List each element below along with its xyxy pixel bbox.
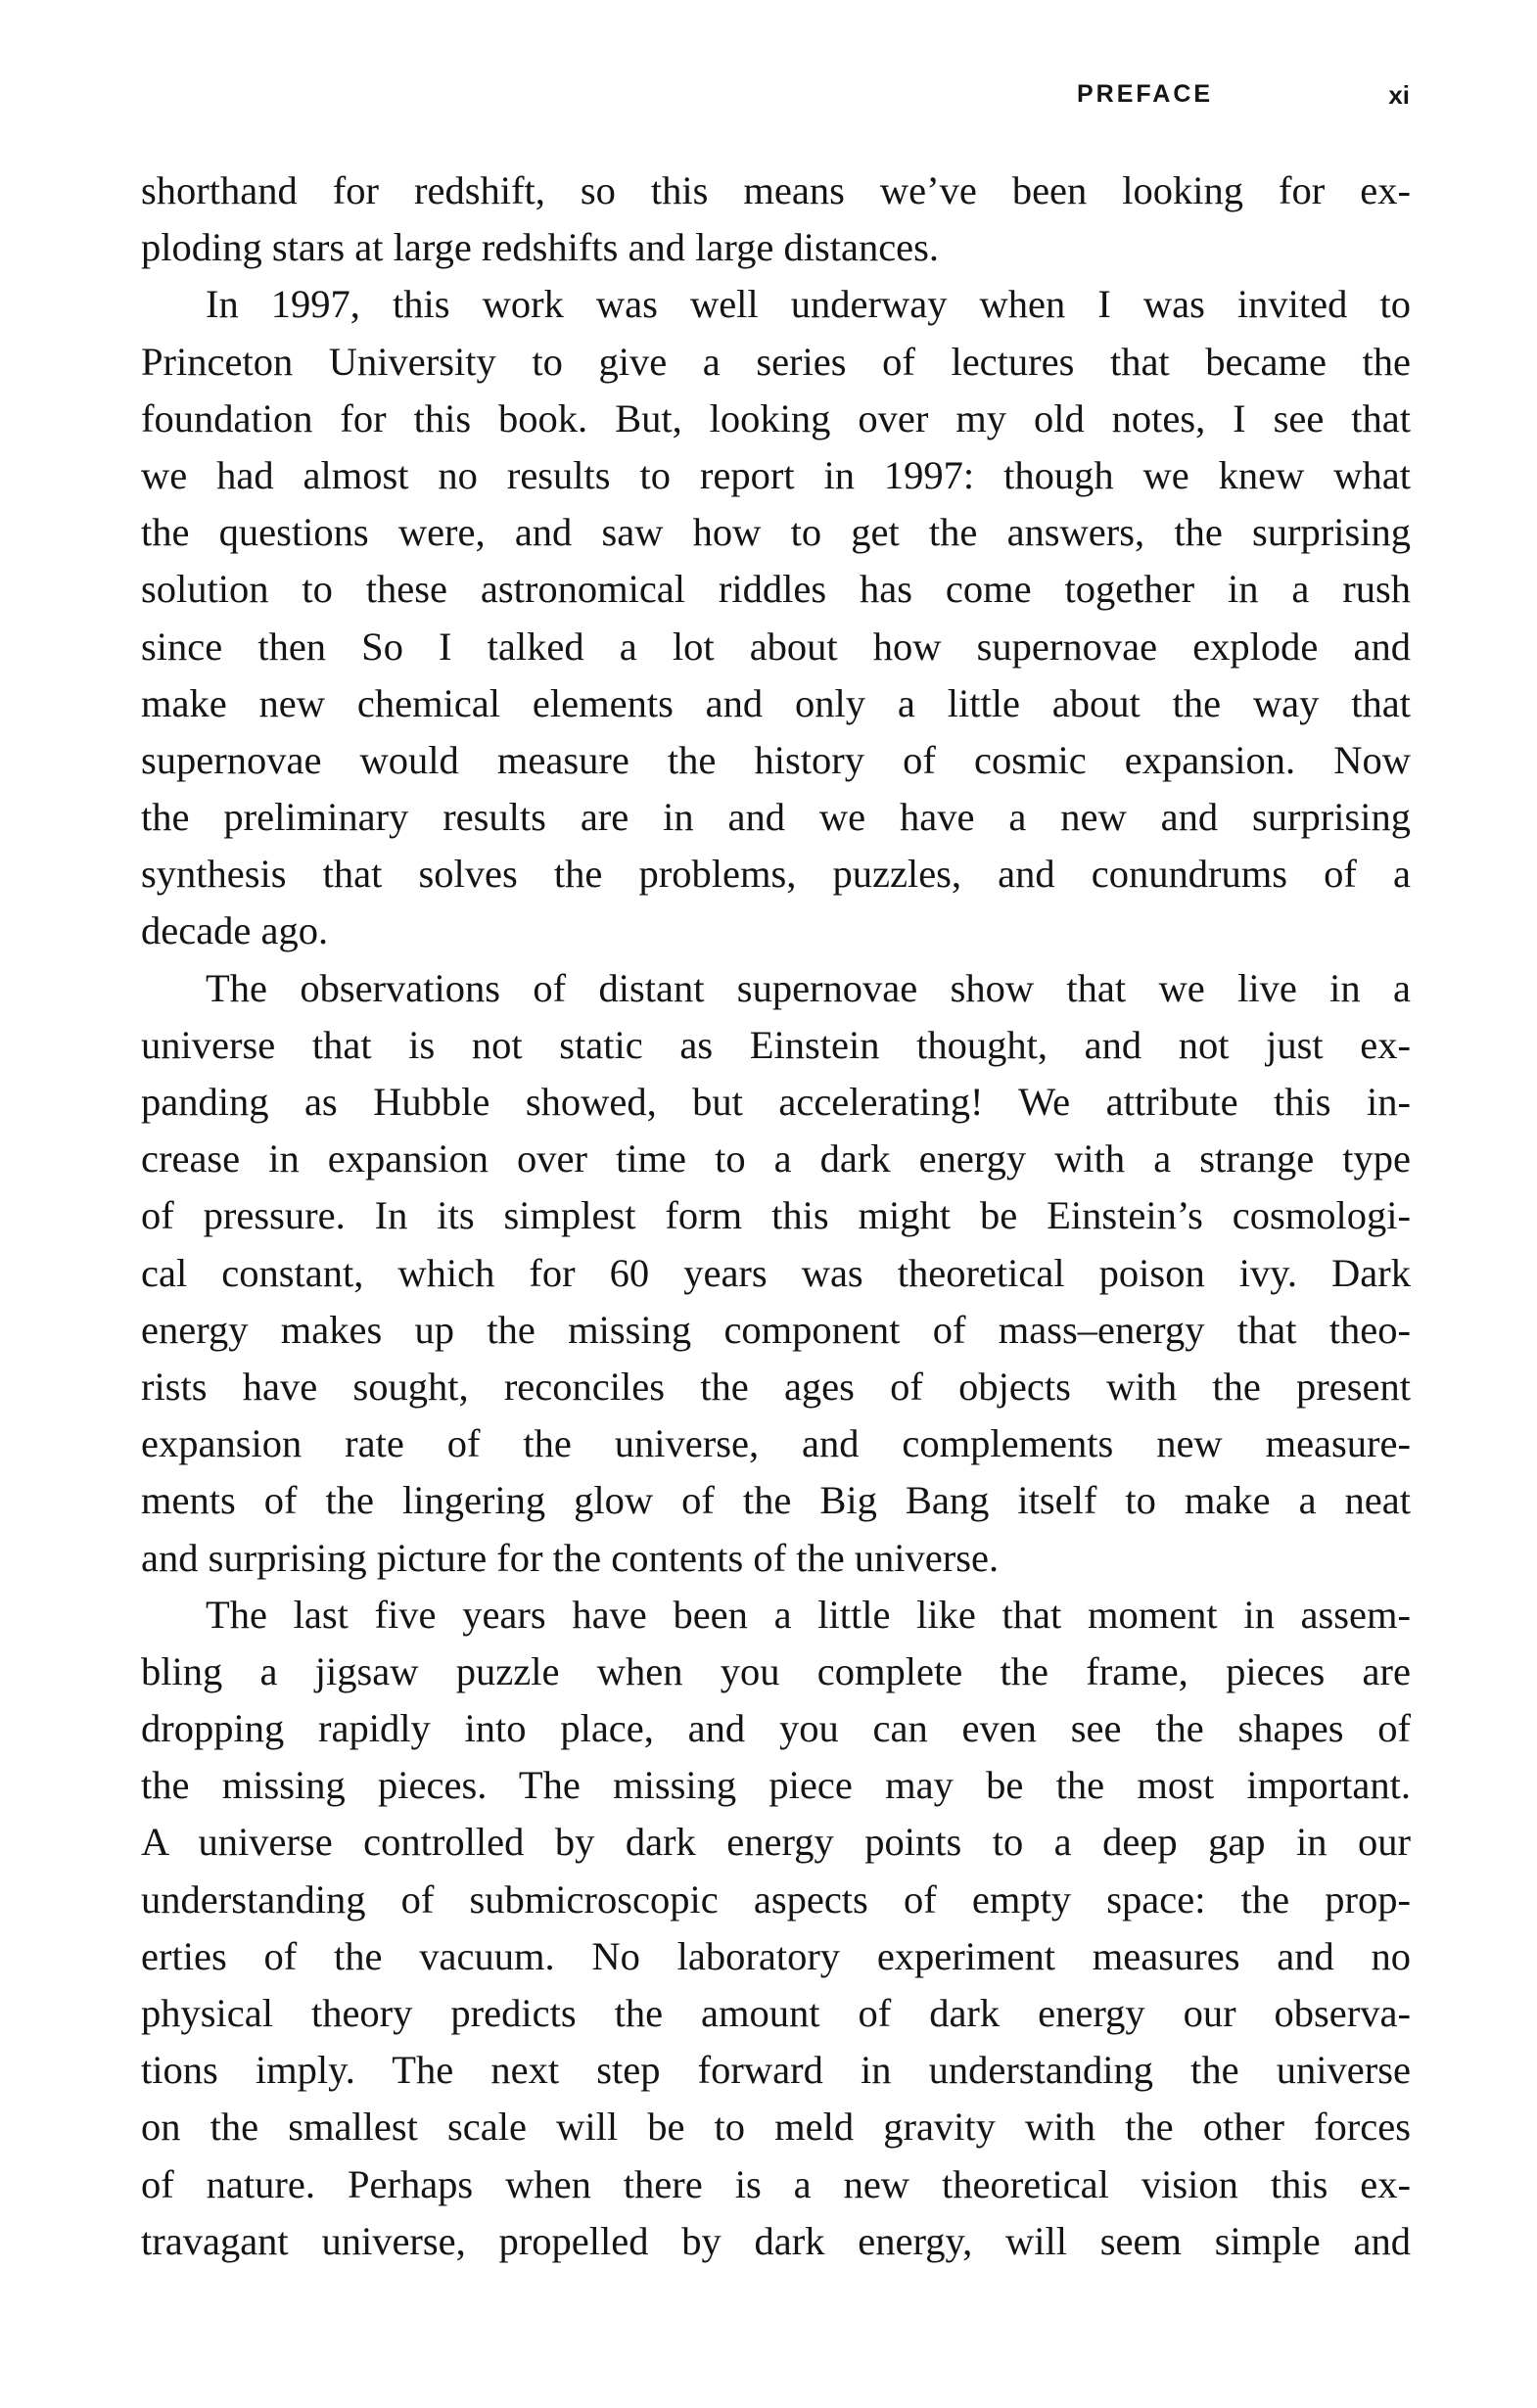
text-line: panding as Hubble showed, but accelerating! We attribute this in-: [141, 1080, 1411, 1124]
text-line: physical theory predicts the amount of dark energy our observa-: [141, 1991, 1411, 2035]
paragraph: [141, 276, 1411, 959]
paragraph: [141, 1587, 1411, 2270]
text-line: rists have sought, reconciles the ages of objects with the present: [141, 1364, 1411, 1409]
text-line: supernovae would measure the history of cosmic expansion. Now: [141, 737, 1411, 782]
text-line: shorthand for redshift, so this means we’ve been looking for ex-: [141, 168, 1411, 212]
text-line: crease in expansion over time to a dark energy with a strange type: [141, 1136, 1411, 1181]
paragraph: [141, 162, 1411, 276]
text-line: travagant universe, propelled by dark energy, will seem simple and: [141, 2218, 1411, 2263]
text-line: of pressure. In its simplest form this might be Einstein’s cosmologi-: [141, 1193, 1411, 1238]
text-line: energy makes up the missing component of mass–energy that theo-: [141, 1307, 1411, 1352]
text-line: since then So I talked a lot about how supernovae explode and: [141, 624, 1411, 669]
text-line: dropping rapidly into place, and you can even see the shapes of: [141, 1706, 1411, 1751]
text-line: understanding of submicroscopic aspects of empty space: the prop-: [141, 1876, 1411, 1922]
text-line: A universe controlled by dark energy points to a deep gap in our: [141, 1820, 1411, 1865]
paragraph: [141, 960, 1411, 1587]
text-line: bling a jigsaw puzzle when you complete the frame, pieces are: [141, 1648, 1411, 1693]
body-text: [141, 162, 1411, 2270]
text-line: make new chemical elements and only a little about the way that: [141, 680, 1411, 725]
text-line: solution to these astronomical riddles has come together in a rush: [141, 567, 1411, 612]
text-line: The last five years have been a little like that moment in assem-: [206, 1592, 1411, 1637]
running-head-title: PREFACE: [1077, 80, 1214, 108]
text-line: we had almost no results to report in 1997: though we knew what: [141, 452, 1411, 497]
text-line: foundation for this book. But, looking over my old notes, I see that: [141, 395, 1411, 440]
text-line: expansion rate of the universe, and complements new measure-: [141, 1421, 1411, 1466]
running-head: [1077, 80, 1410, 119]
text-line: ploding stars at large redshifts and large distances.: [141, 225, 940, 270]
text-line: the missing pieces. The missing piece may be the most important.: [141, 1763, 1411, 1808]
page-number: xi: [1388, 80, 1410, 110]
text-line: tions imply. The next step forward in understanding the universe: [141, 2048, 1411, 2093]
text-line: cal constant, which for 60 years was theoretical poison ivy. Dark: [141, 1250, 1411, 1295]
text-line: Princeton University to give a series of lectures that became the: [141, 339, 1411, 384]
text-line: the preliminary results are in and we have a new and surprising: [141, 795, 1411, 840]
text-line: the questions were, and saw how to get the answers, the surprising: [141, 510, 1411, 555]
text-line: In 1997, this work was well underway when I was invited to: [206, 282, 1411, 327]
text-line: decade ago.: [141, 908, 329, 953]
text-line: on the smallest scale will be to meld gravity with the other forces: [141, 2105, 1411, 2150]
text-line: universe that is not static as Einstein thought, and not just ex-: [141, 1022, 1411, 1067]
text-line: of nature. Perhaps when there is a new theoretical vision this ex-: [141, 2161, 1411, 2206]
text-line: The observations of distant supernovae show that we live in a: [206, 965, 1411, 1010]
text-line: synthesis that solves the problems, puzzles, and conundrums of a: [141, 852, 1411, 897]
text-line: erties of the vacuum. No laboratory experiment measures and no: [141, 1933, 1411, 1978]
text-line: and surprising picture for the contents of the universe.: [141, 1535, 1000, 1580]
text-line: ments of the lingering glow of the Big Bang itself to make a neat: [141, 1478, 1411, 1523]
